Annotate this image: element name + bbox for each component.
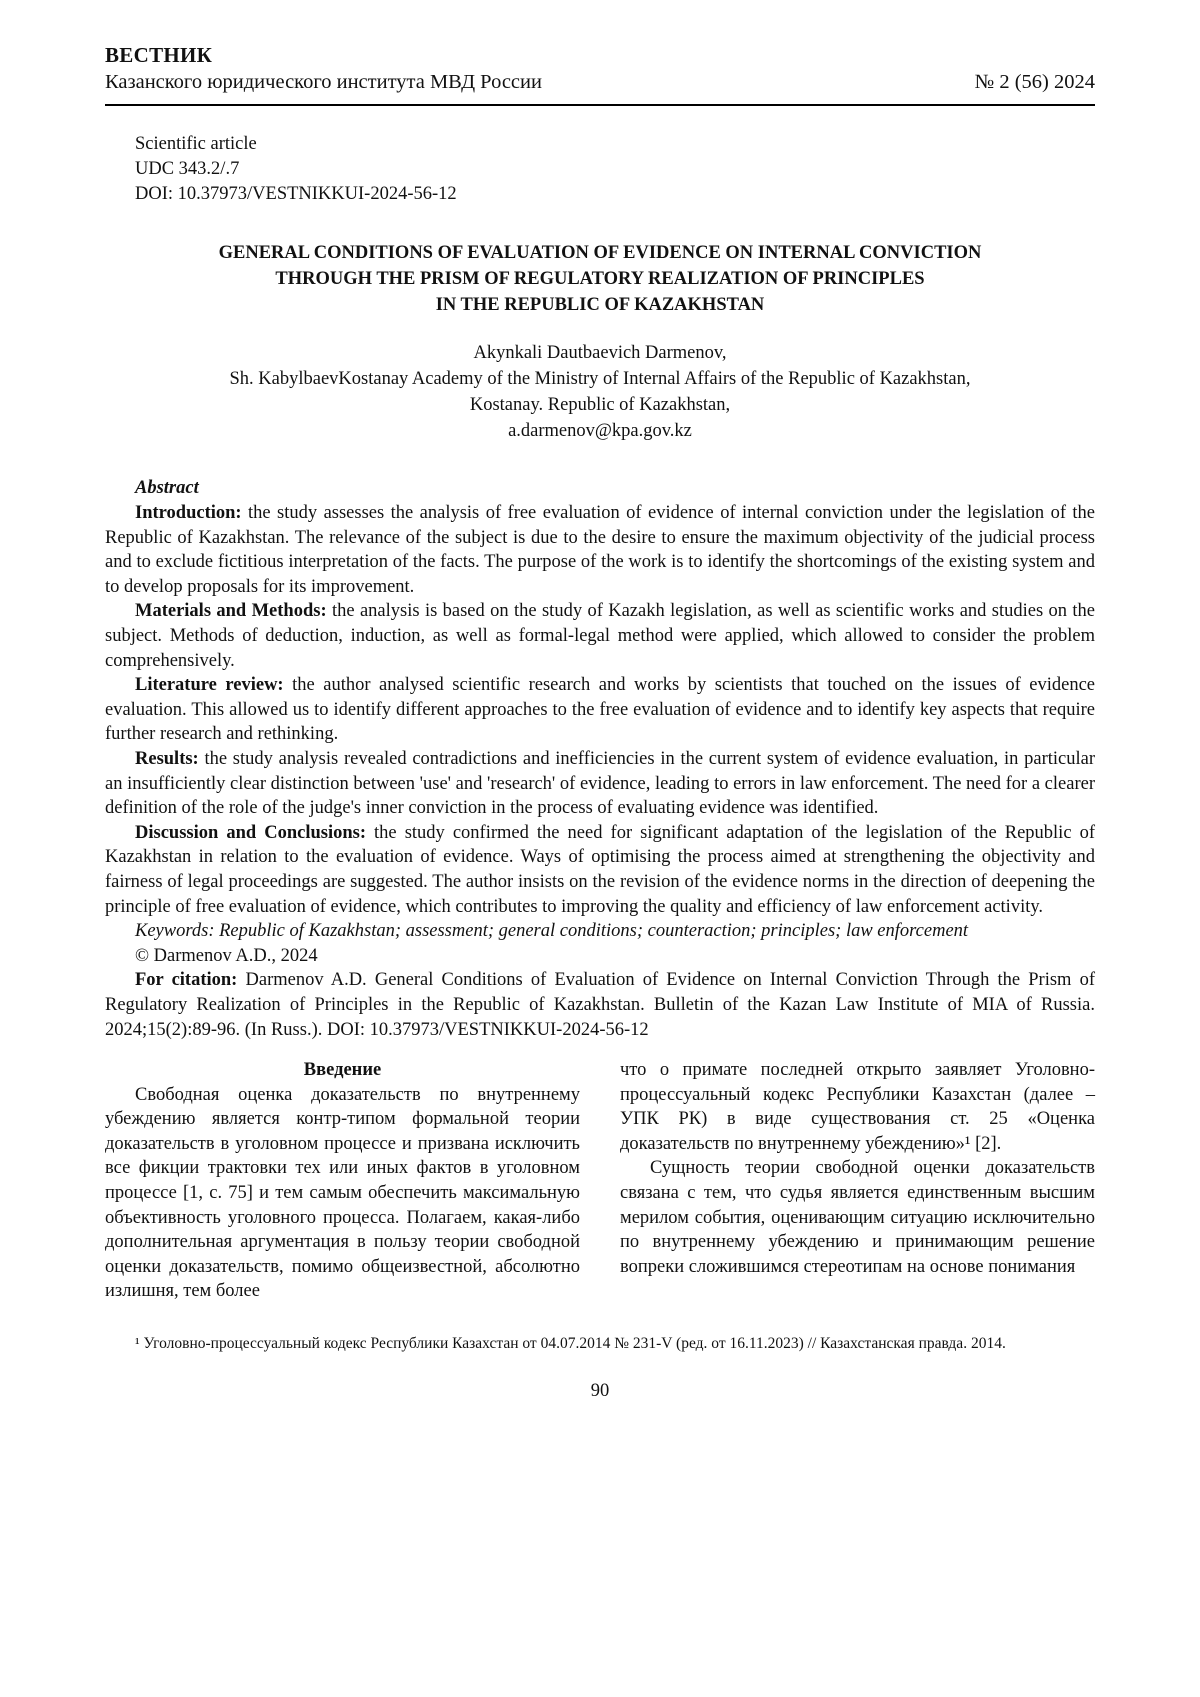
author-block	[105, 341, 1095, 445]
paragraph-text: the study confirmed the need for significant adaptation of the legislation of the Republic of Kazakhstan in relation to the evaluation of evidence. Ways of optimising the process aimed at strengthening the objectivity and fairness of legal proceedings are suggested. The author insists on the revision of the evidence norms in the direction of deepening the principle of free evaluation of evidence, which contributes to improving the quality and efficiency of law enforcement activity.	[105, 822, 1095, 917]
author-affiliation: Sh. KabylbaevKostanay Academy of the Ministry of Internal Affairs of the Republic of Kazakhstan,	[229, 368, 971, 389]
journal-subtitle: Казанского юридического института МВД России	[105, 71, 542, 94]
article-body	[105, 1058, 1095, 1304]
article-title-line-1: GENERAL CONDITIONS OF EVALUATION OF EVIDENCE ON INTERNAL CONVICTION	[218, 243, 982, 264]
abstract-heading: Abstract	[135, 478, 199, 499]
abstract-paragraph-discussion-conclusions	[105, 821, 1095, 919]
body-paragraph: Сущность теории свободной оценки доказательств связана с тем, что судья является единственным высшим мерилом события, оценивающим ситуацию исключительно по внутреннему убеждению и принимающим решение вопреки сложившимся стереотипам на основе понимания	[620, 1158, 1095, 1277]
journal-header	[105, 42, 1095, 106]
abstract-paragraph-literature-review	[105, 673, 1095, 747]
abstract-paragraph-materials-methods	[105, 599, 1095, 673]
paragraph-text: the author analysed scientific research and works by scientists that touched on the issues of evidence evaluation. This allowed us to identify different approaches to the free evaluation of evidence and to identify key aspects that require further research and rethinking.	[105, 675, 1096, 745]
article-meta	[105, 132, 1095, 207]
left-column	[105, 1058, 580, 1304]
author-name: Akynkali Dautbaevich Darmenov,	[473, 342, 727, 363]
paragraph-text: the analysis is based on the study of Kazakh legislation, as well as scientific works and studies on the subject. Methods of deduction, induction, as well as formal-legal method were applied, which allowed to consider the problem comprehensively.	[105, 601, 1096, 671]
abstract-paragraph-introduction	[105, 501, 1095, 599]
paragraph-label: Literature review:	[135, 675, 284, 696]
article-title-line-2: THROUGH THE PRISM OF REGULATORY REALIZATION OF PRINCIPLES	[275, 269, 925, 290]
abstract-paragraph-results	[105, 747, 1095, 821]
paragraph-label: Materials and Methods:	[135, 601, 327, 622]
body-paragraph-continued: что о примате последней открыто заявляет Уголовно-процессуальный кодекс Республики Казахстан (далее – УПК РК) в виде существования ст. 25 «Оценка доказательств по внутреннему убеждению»¹ [2].	[620, 1060, 1095, 1154]
copyright-line: © Darmenov A.D., 2024	[135, 945, 318, 966]
body-paragraph: Свободная оценка доказательств по внутреннему убеждению является контр-типом формальной теории доказательств в уголовном процессе и призвана исключить все фикции трактовки тех или иных фактов в уголовном процессе [1, с. 75] и тем самым обеспечить максимальную объективность уголовного процесса. Полагаем, какая-либо дополнительная аргументация в пользу теории свободной оценки доказательств, помимо общеизвестной, абсолютно излишня, тем более	[105, 1084, 580, 1302]
article-title-line-3: IN THE REPUBLIC OF KAZAKHSTAN	[435, 294, 765, 315]
paragraph-label: Discussion and Conclusions:	[135, 822, 366, 843]
abstract-section	[105, 476, 1095, 1042]
paragraph-label: Results:	[135, 748, 199, 769]
paragraph-text: the study analysis revealed contradictions and inefficiencies in the current system of evidence evaluation, in particular an insufficiently clear distinction between 'use' and 'research' of evidence, leading to errors in law enforcement. The need for a clearer definition of the role of the judge's inner conviction in the process of evaluating evidence was identified.	[105, 748, 1096, 819]
keywords-line: Keywords: Republic of Kazakhstan; assessment; general conditions; counteraction; principles; law enforcement	[135, 921, 969, 942]
article-type: Scientific article	[135, 134, 257, 155]
paragraph-text: the study assesses the analysis of free evaluation of evidence of internal conviction under the legislation of the Republic of Kazakhstan. The relevance of the subject is due to the desire to ensure the maximum objectivity of the judicial process and to exclude fictitious interpretation of the facts. The purpose of the work is to identify the shortcomings of the existing system and to develop proposals for its improvement.	[105, 503, 1096, 597]
page-number: 90	[590, 1380, 610, 1401]
footnote: ¹ Уголовно-процессуальный кодекс Республики Казахстан от 04.07.2014 № 231-V (ред. от 16.11.2023) // Казахстанская правда. 2014.	[135, 1335, 1006, 1353]
paragraph-label: Introduction:	[135, 503, 242, 524]
section-heading-introduction: Введение	[303, 1060, 382, 1081]
citation-text: Darmenov A.D. General Conditions of Evaluation of Evidence on Internal Conviction Through the Prism of Regulatory Realization of Principles in the Republic of Kazakhstan. Bulletin of the Kazan Law Institute of MIA of Russia. 2024;15(2):89-96. (In Russ.). DOI: 10.37973/VESTNIKKUI-2024-56-12	[105, 970, 1095, 1040]
journal-name: ВЕСТНИК	[105, 43, 213, 67]
right-column	[620, 1058, 1095, 1304]
author-location: Kostanay. Republic of Kazakhstan,	[469, 394, 731, 415]
citation-paragraph	[105, 968, 1095, 1042]
citation-label: For citation:	[135, 970, 238, 991]
doi-code: DOI: 10.37973/VESTNIKKUI-2024-56-12	[135, 184, 457, 205]
journal-issue-number: № 2 (56) 2024	[974, 71, 1095, 94]
udc-code: UDC 343.2/.7	[135, 159, 240, 180]
author-email: a.darmenov@kpa.gov.kz	[508, 420, 692, 441]
article-title	[105, 241, 1095, 319]
journal-header-row	[105, 71, 1095, 94]
